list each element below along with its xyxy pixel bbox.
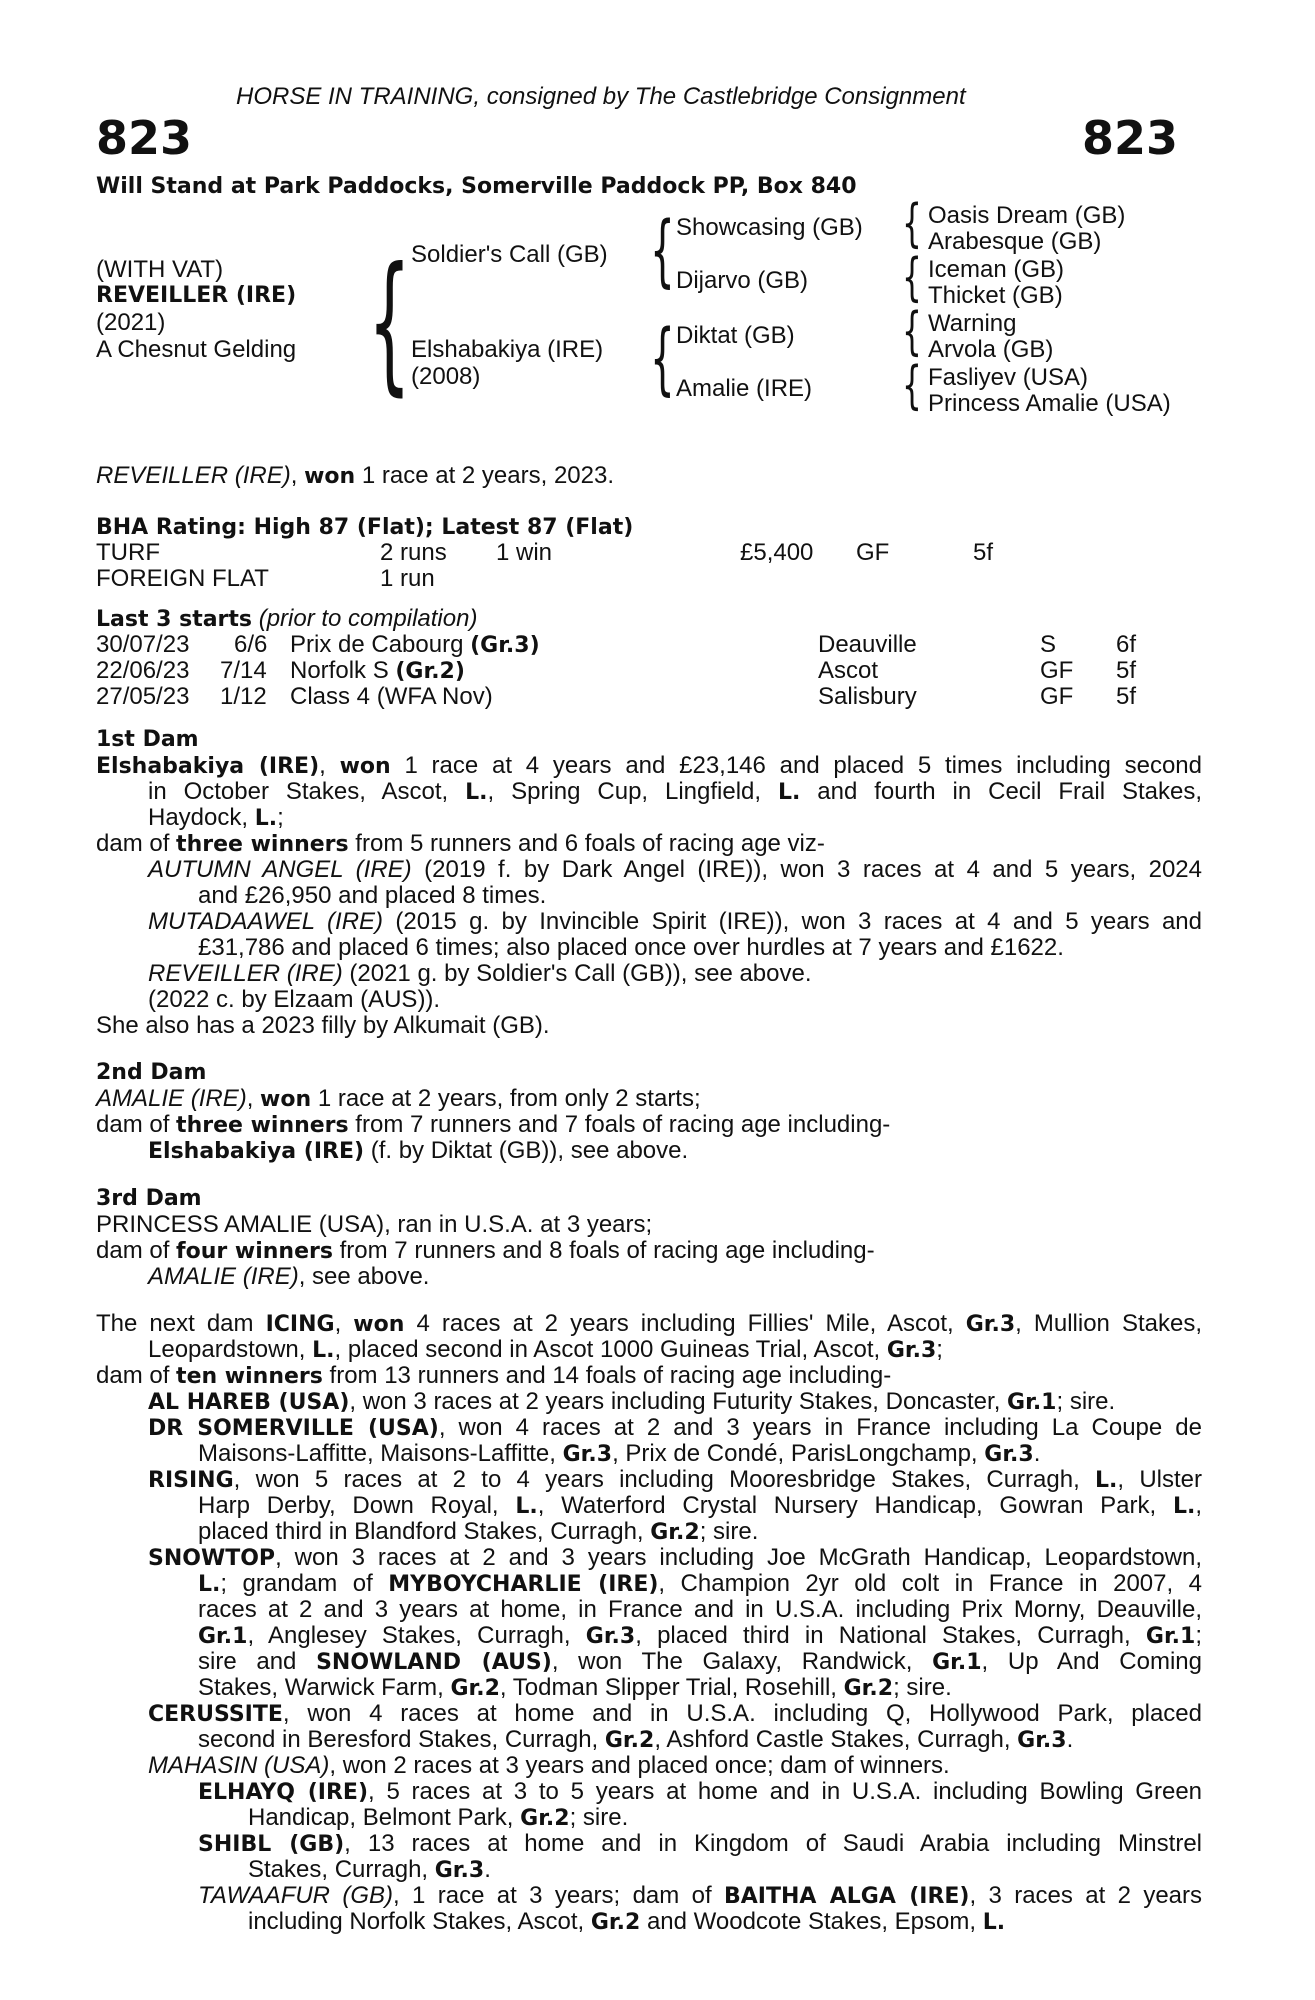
next-dam-produce: SNOWTOP, won 3 races at 2 and 3 years including Joe McGrath Handicap, Leopardstown, [148,1544,1202,1571]
start-course: Salisbury [818,683,917,710]
pedigree-gg-4: Thicket (GB) [928,282,1063,309]
pedigree-sire-sire: Showcasing (GB) [676,214,863,241]
first-dam-heading: 1st Dam [96,727,199,752]
third-dam-line: PRINCESS AMALIE (USA), ran in U.S.A. at 3 years; [96,1211,653,1238]
start-distance: 5f [1116,683,1137,710]
next-dam-produce: races at 2 and 3 years at home, in France and in U.S.A. including Prix Morny, Deauville, [198,1596,1202,1623]
rating-turf-prize: £5,400 [740,539,814,566]
start-distance: 6f [1116,631,1137,658]
pedigree-brace-g1: { [902,194,922,254]
first-dam-line: dam of three winners from 5 runners and 6 foals of racing age viz- [96,830,825,857]
first-dam-produce: REVEILLER (IRE) (2021 g. by Soldier's Call (GB)), see above. [148,960,812,987]
pedigree-dam: Elshabakiya (IRE) [411,336,604,363]
start-race: Norfolk S (Gr.2) [290,657,465,684]
next-dam-produce: sire and SNOWLAND (AUS), won The Galaxy, Randwick, Gr.1, Up And Coming [198,1648,1202,1675]
pedigree-brace-dam: { [650,314,675,404]
rating-turf-runs: 2 runs [380,539,447,566]
first-dam-line: Haydock, L.; [148,804,284,831]
rating-turf-going: GF [856,539,890,566]
start-course: Deauville [818,631,917,658]
next-dam-produce: CERUSSITE, won 4 races at home and in U.S.A. including Q, Hollywood Park, placed [148,1700,1202,1727]
next-dam-produce: DR SOMERVILLE (USA), won 4 races at 2 and 3 years in France including La Coupe de [148,1414,1202,1441]
pedigree-sire: Soldier's Call (GB) [411,241,608,268]
pedigree-gg-8: Princess Amalie (USA) [928,390,1171,417]
horse-description: A Chesnut Gelding [96,336,297,363]
first-dam-produce: and £26,950 and placed 8 times. [198,882,547,909]
start-going: S [1040,631,1057,658]
start-date: 30/07/23 [96,631,190,658]
pedigree-brace-g3: { [902,302,922,362]
consignment-subtitle: HORSE IN TRAINING, consigned by The Castlebridge Consignment [236,83,966,110]
stable-location: Will Stand at Park Paddocks, Somerville Paddock PP, Box 840 [96,174,857,199]
first-dam-line: in October Stakes, Ascot, L., Spring Cup, Lingfield, L. and fourth in Cecil Frail Stakes, [148,778,1202,805]
pedigree-gg-3: Iceman (GB) [928,256,1065,283]
next-dam-produce: AL HAREB (USA), won 3 races at 2 years including Futurity Stakes, Doncaster, Gr.1; sire. [148,1388,1116,1415]
second-dam-produce: Elshabakiya (IRE) (f. by Diktat (GB)), see above. [148,1137,689,1164]
second-dam-line: AMALIE (IRE), won 1 race at 2 years, from only 2 starts; [96,1085,701,1112]
first-dam-note: She also has a 2023 filly by Alkumait (GB). [96,1012,550,1039]
rating-foreign-label: FOREIGN FLAT [96,565,269,592]
next-dam-produce: MAHASIN (USA), won 2 races at 3 years and placed once; dam of winners. [148,1752,950,1779]
pedigree-sire-dam: Dijarvo (GB) [676,267,809,294]
first-dam-produce: £31,786 and placed 6 times; also placed once over hurdles at 7 years and £1622. [198,934,1064,961]
second-dam-line: dam of three winners from 7 runners and 7 foals of racing age including- [96,1111,891,1138]
start-date: 27/05/23 [96,683,190,710]
first-dam-line: Elshabakiya (IRE), won 1 race at 4 years and £23,146 and placed 5 times including second [96,752,1202,779]
lot-number-right: 823 [1082,111,1179,165]
horse-name: REVEILLER (IRE) [96,283,297,308]
bha-rating-heading: BHA Rating: High 87 (Flat); Latest 87 (Flat) [96,515,634,540]
start-going: GF [1040,657,1074,684]
horse-year: (2021) [96,309,166,336]
third-dam-heading: 3rd Dam [96,1186,202,1211]
start-distance: 5f [1116,657,1137,684]
next-dam-produce: Handicap, Belmont Park, Gr.2; sire. [248,1804,629,1831]
third-dam-produce: AMALIE (IRE), see above. [148,1263,430,1290]
third-dam-line: dam of four winners from 7 runners and 8 foals of racing age including- [96,1237,875,1264]
race-summary: REVEILLER (IRE), won 1 race at 2 years, 2023. [96,462,614,489]
next-dam-produce: Gr.1, Anglesey Stakes, Curragh, Gr.3, placed third in National Stakes, Curragh, Gr.1; [198,1622,1202,1649]
next-dam-produce: Harp Derby, Down Royal, L., Waterford Crystal Nursery Handicap, Gowran Park, L., [198,1492,1202,1519]
next-dam-produce: RISING, won 5 races at 2 to 4 years including Mooresbridge Stakes, Curragh, L., Ulster [148,1466,1203,1493]
pedigree-dam-dam: Amalie (IRE) [676,375,813,402]
pedigree-gg-1: Oasis Dream (GB) [928,202,1126,229]
next-dam-line: Leopardstown, L., placed second in Ascot 1000 Guineas Trial, Ascot, Gr.3; [148,1336,943,1363]
pedigree-dam-sire: Diktat (GB) [676,322,795,349]
start-going: GF [1040,683,1074,710]
start-position: 6/6 [234,631,268,658]
next-dam-produce: second in Beresford Stakes, Curragh, Gr.2, Ashford Castle Stakes, Curragh, Gr.3. [198,1726,1074,1753]
next-dam-produce: including Norfolk Stakes, Ascot, Gr.2 and Woodcote Stakes, Epsom, L. [248,1908,1006,1935]
pedigree-gg-6: Arvola (GB) [928,336,1054,363]
rating-foreign-runs: 1 run [380,565,435,592]
rating-turf-wins: 1 win [496,539,553,566]
pedigree-gg-5: Warning [928,310,1017,337]
start-course: Ascot [818,657,879,684]
pedigree-gg-7: Fasliyev (USA) [928,364,1089,391]
pedigree-brace-g4: { [902,356,922,416]
start-race: Class 4 (WFA Nov) [290,683,493,710]
next-dam-produce: SHIBL (GB), 13 races at home and in Kingdom of Saudi Arabia including Minstrel [198,1830,1202,1857]
pedigree-brace-sire: { [650,206,675,296]
pedigree-dam-year: (2008) [411,363,481,390]
start-position: 7/14 [220,657,267,684]
next-dam-produce: placed third in Blandford Stakes, Curragh, Gr.2; sire. [198,1518,759,1545]
next-dam-line: The next dam ICING, won 4 races at 2 years including Fillies' Mile, Ascot, Gr.3, Mullion Stakes, [96,1310,1202,1337]
next-dam-produce: ELHAYQ (IRE), 5 races at 3 to 5 years at home and in U.S.A. including Bowling Green [198,1778,1203,1805]
next-dam-line: dam of ten winners from 13 runners and 14 foals of racing age including- [96,1362,892,1389]
next-dam-produce: Stakes, Curragh, Gr.3. [248,1856,491,1883]
next-dam-produce: L.; grandam of MYBOYCHARLIE (IRE), Champion 2yr old colt in France in 2007, 4 [198,1570,1202,1597]
next-dam-produce: TAWAAFUR (GB), 1 race at 3 years; dam of BAITHA ALGA (IRE), 3 races at 2 years [198,1882,1203,1909]
pedigree-gg-2: Arabesque (GB) [928,228,1102,255]
start-race: Prix de Cabourg (Gr.3) [290,631,540,658]
second-dam-heading: 2nd Dam [96,1060,207,1085]
first-dam-produce: AUTUMN ANGEL (IRE) (2019 f. by Dark Angel (IRE)), won 3 races at 4 and 5 years, 2024 [148,856,1203,883]
vat-note: (WITH VAT) [96,256,224,283]
pedigree-brace-main: { [368,236,411,410]
last-starts-heading: Last 3 starts (prior to compilation) [96,605,478,632]
lot-number-left: 823 [96,111,193,165]
next-dam-produce: Maisons-Laffitte, Maisons-Laffitte, Gr.3, Prix de Condé, ParisLongchamp, Gr.3. [198,1440,1041,1467]
pedigree-brace-g2: { [902,248,922,308]
start-position: 1/12 [220,683,267,710]
start-date: 22/06/23 [96,657,190,684]
next-dam-produce: Stakes, Warwick Farm, Gr.2, Todman Slipper Trial, Rosehill, Gr.2; sire. [198,1674,952,1701]
first-dam-produce: MUTADAAWEL (IRE) (2015 g. by Invincible Spirit (IRE)), won 3 races at 4 and 5 years and [148,908,1202,935]
rating-turf-label: TURF [96,539,160,566]
rating-turf-distance: 5f [973,539,994,566]
first-dam-produce: (2022 c. by Elzaam (AUS)). [148,986,441,1013]
